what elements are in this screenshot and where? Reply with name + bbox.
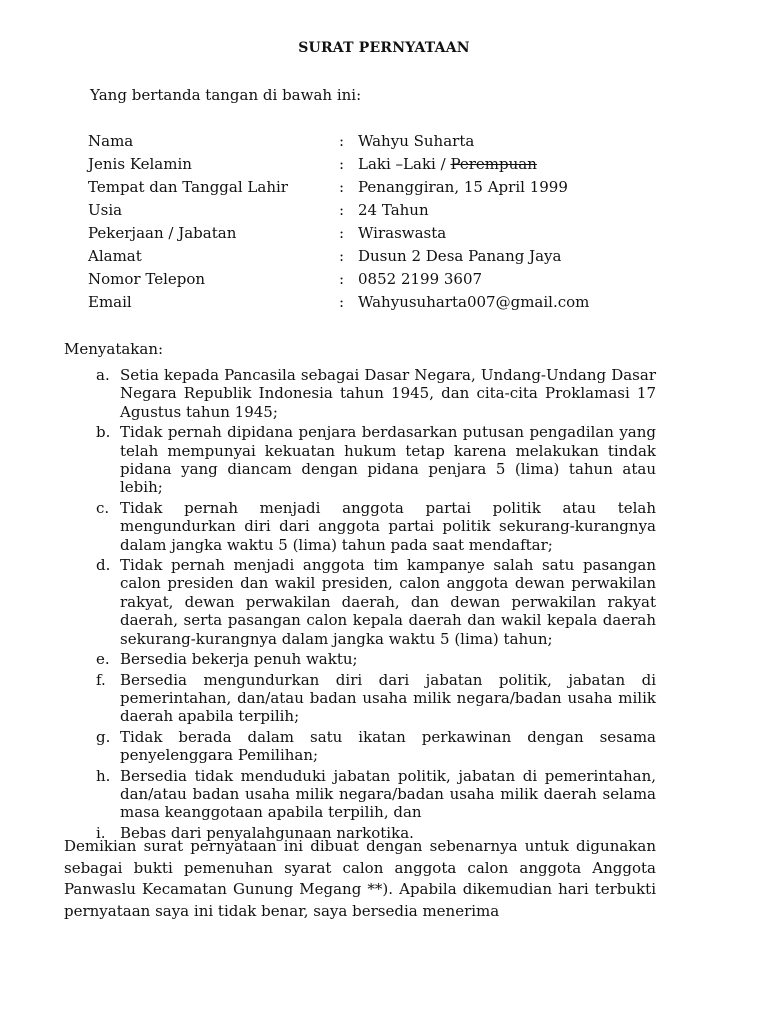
intro-text: Yang bertanda tangan di bawah ini: [90, 86, 362, 104]
list-marker: i. [96, 823, 106, 842]
field-colon: : [339, 201, 345, 219]
field-row-gender [88, 153, 688, 176]
field-row-age [88, 199, 688, 222]
field-row-name [88, 130, 688, 153]
list-marker: c. [96, 498, 110, 517]
document-title: SURAT PERNYATAAN [298, 40, 470, 56]
field-row-phone [88, 268, 688, 291]
field-row-occupation [88, 222, 688, 245]
list-item [96, 499, 656, 554]
list-item [96, 423, 656, 497]
field-value: Wahyu Suharta [358, 132, 475, 150]
field-value-group [358, 153, 537, 176]
field-colon: : [339, 247, 345, 265]
statement-list [96, 366, 656, 844]
list-item [96, 556, 656, 648]
field-label: Nama [88, 132, 134, 150]
field-label: Usia [88, 201, 123, 219]
list-marker: d. [96, 556, 111, 575]
field-row-birth [88, 176, 688, 199]
field-row-email [88, 291, 688, 314]
list-marker: b. [96, 423, 111, 442]
list-marker: a. [96, 366, 110, 384]
field-value: 0852 2199 3607 [358, 270, 483, 288]
field-value: Wahyusuharta007@gmail.com [358, 293, 590, 311]
list-item [96, 366, 656, 421]
field-colon: : [339, 132, 345, 150]
field-label: Tempat dan Tanggal Lahir [88, 178, 288, 196]
field-colon: : [339, 224, 345, 242]
field-label: Jenis Kelamin [88, 155, 192, 173]
list-item [96, 671, 656, 726]
field-label: Email [88, 293, 132, 311]
statement-text: Bersedia mengundurkan diri dari jabatan politik, jabatan di pemerintahan, dan/atau badan usaha milik negara/badan usaha milik daerah apabila terpilih; [120, 670, 656, 726]
field-value: Wiraswasta [358, 224, 447, 242]
field-value: Dusun 2 Desa Panang Jaya [358, 247, 562, 265]
field-value: 24 Tahun [358, 201, 429, 219]
list-marker: g. [96, 727, 111, 746]
list-item [96, 650, 656, 668]
statement-text: Bebas dari penyalahgunaan narkotika. [120, 823, 414, 842]
statement-text: Bersedia tidak menduduki jabatan politik, jabatan di pemerintahan, dan/atau badan usaha milik negara/badan usaha milik daerah selama masa keanggotaan apabila terpilih, dan [120, 766, 656, 822]
statement-text: Tidak pernah menjadi anggota tim kampanye salah satu pasangan calon presiden dan wakil presiden, calon anggota dewan perwakilan rakyat, dewan perwakilan daerah, dan dewan perwakilan rakyat daerah, serta pasangan calon kepala daerah dan wakil kepala daerah sekurang-kurangnya dalam jangka waktu 5 (lima) tahun; [120, 556, 656, 648]
field-row-address [88, 245, 688, 268]
field-value: Laki –Laki / [358, 155, 451, 173]
statement-text: Tidak berada dalam satu ikatan perkawinan dengan sesama penyelenggara Pemilihan; [120, 727, 656, 765]
field-value-struck: Perempuan [450, 155, 537, 173]
declares-label: Menyatakan: [64, 340, 164, 358]
identity-fields [88, 130, 688, 314]
field-colon: : [339, 270, 345, 288]
list-marker: e. [96, 650, 110, 669]
field-colon: : [339, 293, 345, 311]
field-colon: : [339, 178, 345, 196]
statement-text: Setia kepada Pancasila sebagai Dasar Negara, Undang-Undang Dasar Negara Republik Indonesia tahun 1945, dan cita-cita Proklamasi 17 Agustus tahun 1945; [120, 366, 656, 421]
list-marker: f. [96, 670, 106, 689]
statement-text: Tidak pernah menjadi anggota partai politik atau telah mengundurkan diri dari anggota partai politik sekurang-kurangnya dalam jangka waktu 5 (lima) tahun pada saat mendaftar; [120, 498, 656, 554]
field-label: Pekerjaan / Jabatan [88, 224, 237, 242]
list-marker: h. [96, 766, 111, 785]
field-label: Nomor Telepon [88, 270, 206, 288]
field-colon: : [339, 155, 345, 173]
list-item [96, 728, 656, 765]
field-value: Penanggiran, 15 April 1999 [358, 178, 568, 196]
statement-text: Tidak pernah dipidana penjara berdasarkan putusan pengadilan yang telah mempunyai kekuatan hukum tetap karena melakukan tindak pidana yang diancam dengan pidana penjara 5 (lima) tahun atau lebih; [120, 423, 656, 497]
statement-text: Bersedia bekerja penuh waktu; [120, 650, 358, 669]
field-label: Alamat [88, 247, 142, 265]
list-item [96, 767, 656, 822]
closing-paragraph: Demikian surat pernyataan ini dibuat dengan sebenarnya untuk digunakan sebagai bukti pemenuhan syarat calon anggota calon anggota Anggota Panwaslu Kecamatan Gunung Megang **). Apabila dikemudian hari terbukti pernyataan saya ini tidak benar, saya bersedia menerima [64, 837, 656, 920]
